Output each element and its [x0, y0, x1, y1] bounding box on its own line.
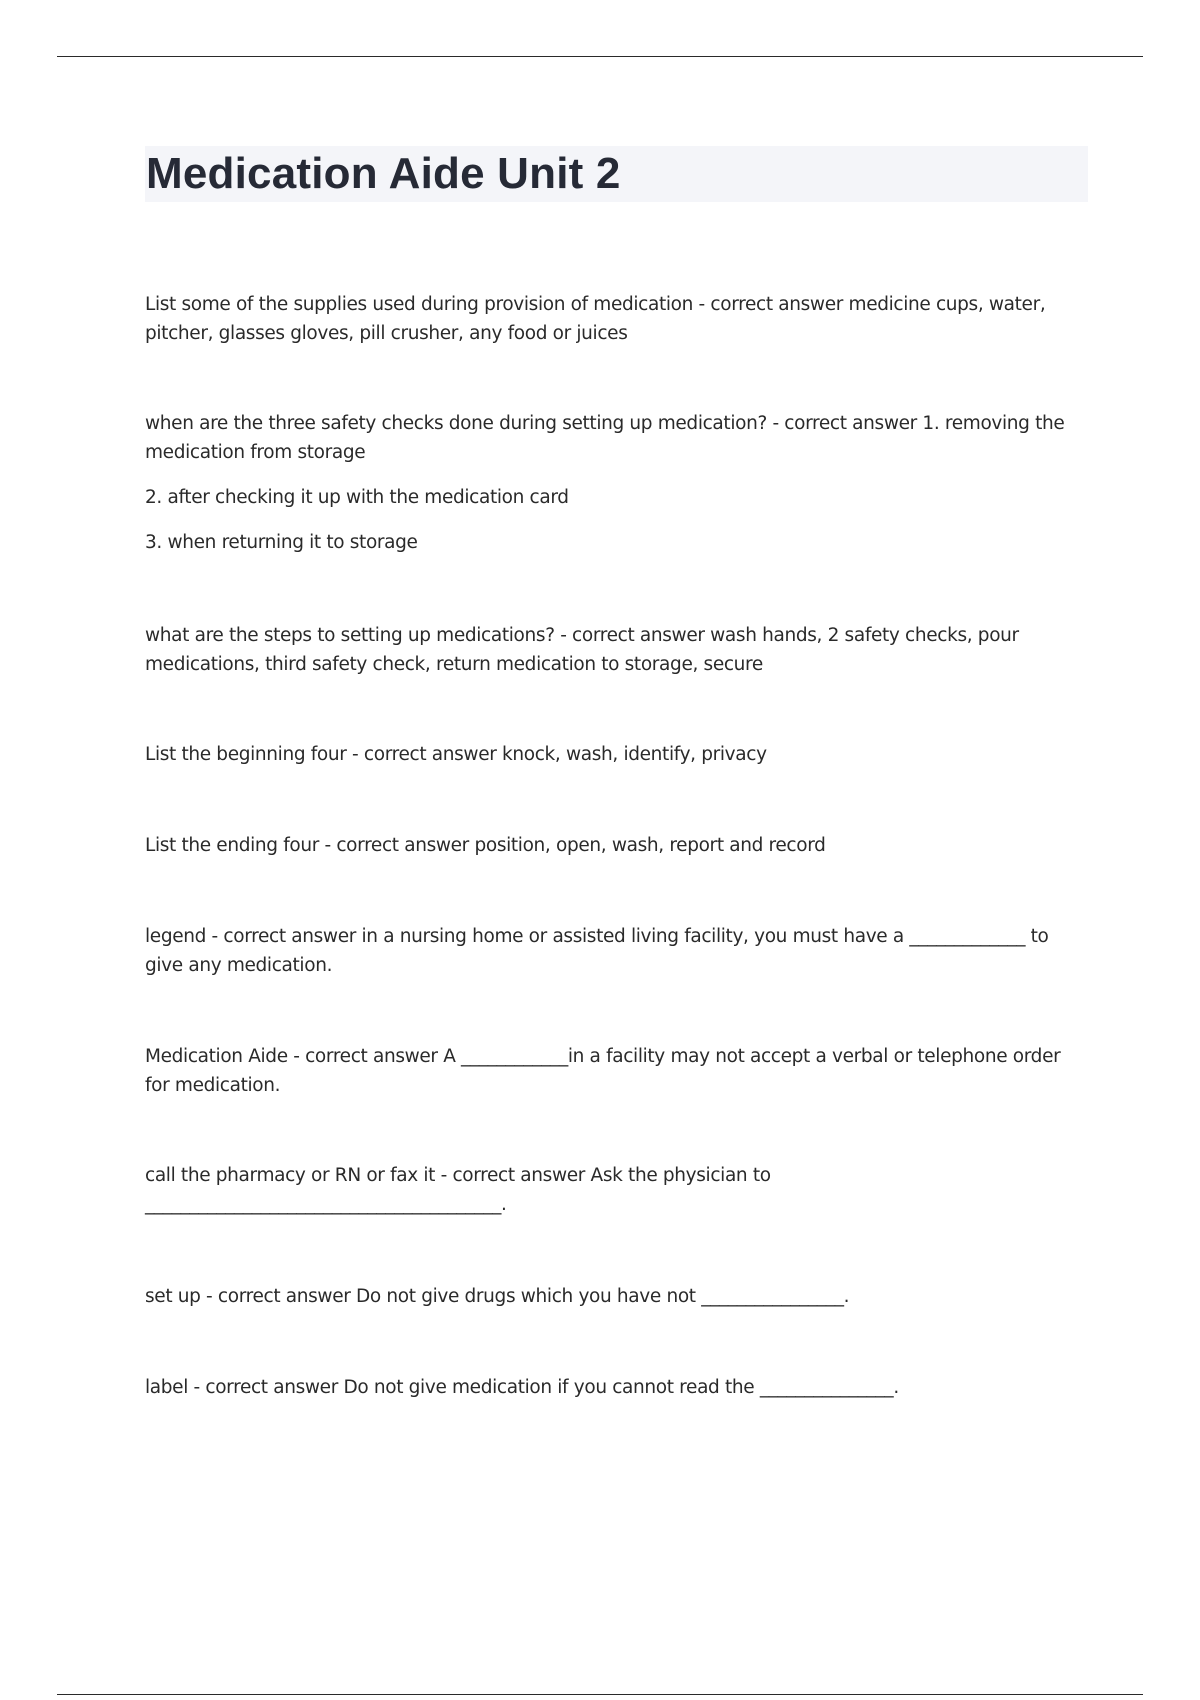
qa-item [145, 922, 1085, 980]
qa-text: legend - correct answer in a nursing home or assisted living facility, you must have a _____________ to give any medication. [145, 926, 1049, 976]
qa-item [145, 409, 1085, 557]
qa-text: List the ending four - correct answer position, open, wash, report and record [145, 835, 826, 856]
qa-item [145, 1042, 1085, 1100]
qa-item [145, 290, 1085, 348]
qa-text: label - correct answer Do not give medication if you cannot read the _______________. [145, 1377, 899, 1398]
qa-item [145, 1373, 899, 1402]
qa-text: List some of the supplies used during provision of medication - correct answer medicine cups, water, pitcher, glasses gloves, pill crusher, any food or juices [145, 294, 1046, 344]
qa-item [145, 1161, 1085, 1219]
qa-text: set up - correct answer Do not give drugs which you have not ________________. [145, 1286, 850, 1307]
qa-item [145, 740, 767, 769]
qa-item [145, 1282, 849, 1311]
qa-text: what are the steps to setting up medications? - correct answer wash hands, 2 safety checks, pour medications, third safety check, return medication to storage, secure [145, 625, 1019, 675]
bottom-rule [57, 1694, 1143, 1695]
page-title: Medication Aide Unit 2 [146, 149, 621, 198]
qa-text: List the beginning four - correct answer knock, wash, identify, privacy [145, 744, 767, 765]
qa-text: when are the three safety checks done during setting up medication? - correct answer 1. removing the medication from storage [145, 413, 1065, 463]
top-rule [57, 56, 1143, 57]
qa-text: 3. when returning it to storage [145, 532, 418, 553]
qa-item [145, 831, 826, 860]
qa-item [145, 621, 1085, 679]
qa-text: 2. after checking it up with the medication card [145, 487, 569, 508]
qa-text: Medication Aide - correct answer A ____________in a facility may not accept a verbal or telephone order for medication. [145, 1046, 1061, 1096]
qa-text: call the pharmacy or RN or fax it - correct answer Ask the physician to ________________________________________. [145, 1165, 771, 1215]
